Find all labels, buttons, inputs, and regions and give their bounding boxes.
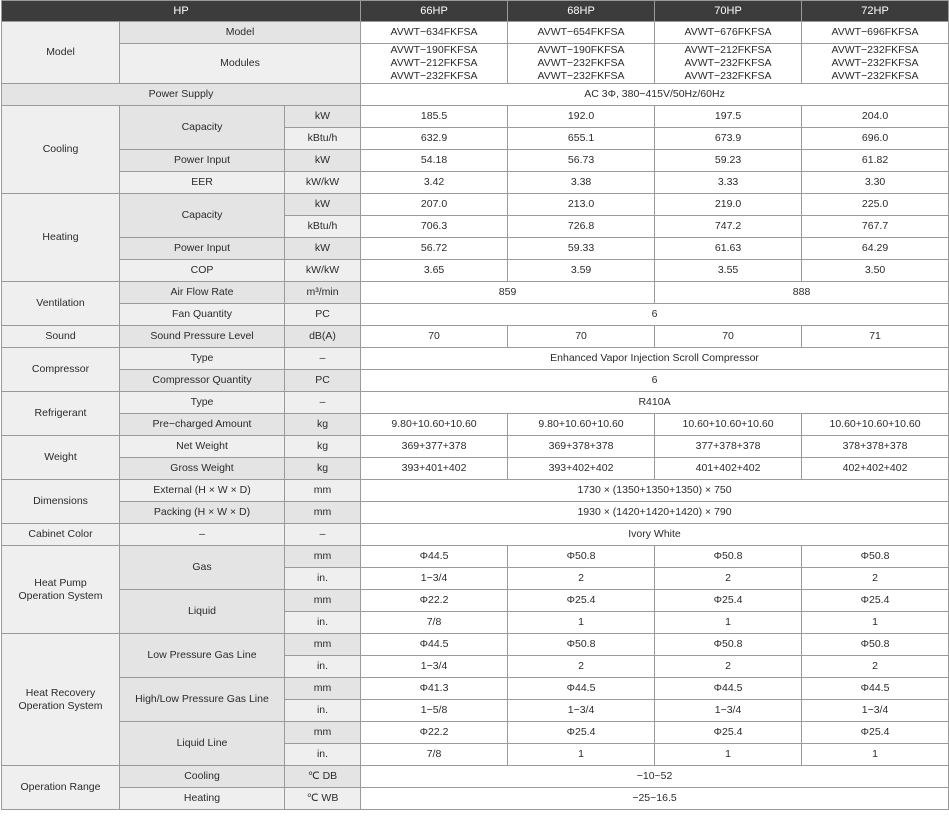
table-row — [2, 678, 949, 700]
label-high-low-pressure-gas-line: High/Low Pressure Gas Line — [120, 678, 285, 722]
header-model-70hp: 70HP — [655, 1, 802, 22]
label-packing-dimensions: Packing (H × W × D) — [120, 502, 285, 524]
value-cell: 706.3 — [361, 216, 508, 238]
value-cell: 1 — [802, 744, 949, 766]
unit-cell: in. — [285, 744, 361, 766]
value-cell: Φ50.8 — [802, 634, 949, 656]
value-cell: 70 — [655, 326, 802, 348]
header-model-68hp: 68HP — [508, 1, 655, 22]
unit-cell: in. — [285, 612, 361, 634]
category-dimensions: Dimensions — [2, 480, 120, 524]
value-cell: −10~52 — [361, 766, 949, 788]
table-row — [2, 84, 949, 106]
value-cell: 7/8 — [361, 744, 508, 766]
label-compressor-type: Type — [120, 348, 285, 370]
unit-cell: PC — [285, 370, 361, 392]
value-cell: 2 — [802, 656, 949, 678]
value-cell: 369+377+378 — [361, 436, 508, 458]
table-row — [2, 348, 949, 370]
label-cooling-power-input: Power Input — [120, 150, 285, 172]
unit-cell: kBtu/h — [285, 216, 361, 238]
value-cell: 1730 × (1350+1350+1350) × 750 — [361, 480, 949, 502]
value-cell: 673.9 — [655, 128, 802, 150]
modules-cell — [655, 44, 802, 84]
label-low-pressure-gas-line: Low Pressure Gas Line — [120, 634, 285, 678]
header-model-72hp: 72HP — [802, 1, 949, 22]
value-cell: 1 — [655, 744, 802, 766]
header-hp: HP — [2, 1, 361, 22]
value-cell: 726.8 — [508, 216, 655, 238]
value-cell: Φ50.8 — [508, 634, 655, 656]
label-net-weight: Net Weight — [120, 436, 285, 458]
unit-cell: kBtu/h — [285, 128, 361, 150]
value-cell: Enhanced Vapor Injection Scroll Compressor — [361, 348, 949, 370]
module-line: AVWT−212FKFSA — [390, 57, 478, 69]
unit-cell: mm — [285, 546, 361, 568]
category-cabinet-color: Cabinet Color — [2, 524, 120, 546]
module-line: AVWT−232FKFSA — [831, 70, 919, 82]
value-cell: 3.30 — [802, 172, 949, 194]
value-cell: 3.38 — [508, 172, 655, 194]
module-line: AVWT−232FKFSA — [684, 70, 772, 82]
value-cell: Φ50.8 — [508, 546, 655, 568]
value-cell: 64.29 — [802, 238, 949, 260]
value-cell: 204.0 — [802, 106, 949, 128]
unit-cell: in. — [285, 700, 361, 722]
category-heating: Heating — [2, 194, 120, 282]
value-cell: 632.9 — [361, 128, 508, 150]
value-cell: 185.5 — [361, 106, 508, 128]
value-cell: 1−3/4 — [802, 700, 949, 722]
value-cell: 1 — [508, 744, 655, 766]
label-external-dimensions: External (H × W × D) — [120, 480, 285, 502]
value-cell: Φ44.5 — [361, 634, 508, 656]
value-cell: 767.7 — [802, 216, 949, 238]
label-model: Model — [120, 22, 361, 44]
category-heat-recovery — [2, 634, 120, 766]
value-cell: 3.55 — [655, 260, 802, 282]
value-cell: Φ44.5 — [508, 678, 655, 700]
label-refrigerant-type: Type — [120, 392, 285, 414]
table-row — [2, 502, 949, 524]
unit-cell: – — [285, 392, 361, 414]
value-cell: Φ50.8 — [802, 546, 949, 568]
modules-cell — [508, 44, 655, 84]
module-line: AVWT−232FKFSA — [831, 57, 919, 69]
value-cell: 369+378+378 — [508, 436, 655, 458]
value-cell: 213.0 — [508, 194, 655, 216]
label-cabinet-color: – — [120, 524, 285, 546]
unit-cell: mm — [285, 590, 361, 612]
category-cooling: Cooling — [2, 106, 120, 194]
unit-cell: ℃ WB — [285, 788, 361, 810]
module-line: AVWT−232FKFSA — [390, 70, 478, 82]
value-cell: 219.0 — [655, 194, 802, 216]
table-row — [2, 480, 949, 502]
value-cell: Φ25.4 — [655, 722, 802, 744]
value-cell: Ivory White — [361, 524, 949, 546]
value-cell: 747.2 — [655, 216, 802, 238]
value-cell: 6 — [361, 304, 949, 326]
value-cell: 378+378+378 — [802, 436, 949, 458]
value-cell: 197.5 — [655, 106, 802, 128]
value-cell: 1−3/4 — [655, 700, 802, 722]
table-row — [2, 304, 949, 326]
value-cell: Φ25.4 — [508, 722, 655, 744]
value-cell: 56.73 — [508, 150, 655, 172]
value-cell: 401+402+402 — [655, 458, 802, 480]
label-eer: EER — [120, 172, 285, 194]
value-cell: Φ22.2 — [361, 722, 508, 744]
value-power-supply: AC 3Φ, 380−415V/50Hz/60Hz — [361, 84, 949, 106]
unit-cell: kW/kW — [285, 260, 361, 282]
value-cell: 3.42 — [361, 172, 508, 194]
value-cell: 377+378+378 — [655, 436, 802, 458]
value-cell: −25~16.5 — [361, 788, 949, 810]
value-cell: 70 — [508, 326, 655, 348]
value-cell: 888 — [655, 282, 949, 304]
value-cell: 696.0 — [802, 128, 949, 150]
unit-cell: kW/kW — [285, 172, 361, 194]
table-row — [2, 150, 949, 172]
label-precharged-amount: Pre−charged Amount — [120, 414, 285, 436]
category-line: Heat Pump — [34, 576, 87, 589]
module-line: AVWT−212FKFSA — [684, 44, 772, 56]
value-cell: 3.50 — [802, 260, 949, 282]
category-line: Operation System — [18, 699, 103, 712]
value-cell: Φ25.4 — [802, 722, 949, 744]
unit-cell: – — [285, 348, 361, 370]
value-cell: 1 — [802, 612, 949, 634]
header-model-66hp: 66HP — [361, 1, 508, 22]
unit-cell: mm — [285, 480, 361, 502]
value-cell: 393+402+402 — [508, 458, 655, 480]
value-cell: Φ44.5 — [655, 678, 802, 700]
table-row — [2, 590, 949, 612]
value-cell: 59.33 — [508, 238, 655, 260]
value-cell: AVWT−696FKFSA — [802, 22, 949, 44]
value-cell: 1−3/4 — [361, 568, 508, 590]
value-cell: 225.0 — [802, 194, 949, 216]
unit-cell: ℃ DB — [285, 766, 361, 788]
category-line: Heat Recovery — [25, 686, 96, 699]
value-cell: Φ22.2 — [361, 590, 508, 612]
category-heat-pump — [2, 546, 120, 634]
unit-cell: kW — [285, 238, 361, 260]
category-line: Operation System — [18, 589, 103, 602]
modules-cell — [361, 44, 508, 84]
value-cell: 207.0 — [361, 194, 508, 216]
category-refrigerant: Refrigerant — [2, 392, 120, 436]
category-sound: Sound — [2, 326, 120, 348]
value-cell: 1 — [655, 612, 802, 634]
unit-cell: dB(A) — [285, 326, 361, 348]
module-line: AVWT−232FKFSA — [684, 57, 772, 69]
category-compressor: Compressor — [2, 348, 120, 392]
value-cell: Φ44.5 — [361, 546, 508, 568]
table-row — [2, 172, 949, 194]
module-line: AVWT−232FKFSA — [537, 57, 625, 69]
value-cell: 56.72 — [361, 238, 508, 260]
unit-cell: mm — [285, 722, 361, 744]
value-cell: 2 — [655, 568, 802, 590]
value-cell: 393+401+402 — [361, 458, 508, 480]
unit-cell: kg — [285, 414, 361, 436]
unit-cell: mm — [285, 502, 361, 524]
table-row — [2, 392, 949, 414]
value-cell: 9.80+10.60+10.60 — [361, 414, 508, 436]
label-op-cooling: Cooling — [120, 766, 285, 788]
label-heating-capacity: Capacity — [120, 194, 285, 238]
label-heating-power-input: Power Input — [120, 238, 285, 260]
category-weight: Weight — [2, 436, 120, 480]
module-line: AVWT−190FKFSA — [537, 44, 625, 56]
value-cell: 10.60+10.60+10.60 — [655, 414, 802, 436]
table-row — [2, 44, 949, 84]
label-hp-gas: Gas — [120, 546, 285, 590]
table-row — [2, 106, 949, 128]
unit-cell: mm — [285, 678, 361, 700]
header-row — [2, 1, 949, 22]
value-cell: 1−3/4 — [361, 656, 508, 678]
unit-cell: m³/min — [285, 282, 361, 304]
value-cell: Φ50.8 — [655, 546, 802, 568]
value-cell: 54.18 — [361, 150, 508, 172]
value-cell: AVWT−634FKFSA — [361, 22, 508, 44]
value-cell: 2 — [508, 568, 655, 590]
category-model: Model — [2, 22, 120, 84]
value-cell: AVWT−676FKFSA — [655, 22, 802, 44]
table-row — [2, 766, 949, 788]
value-cell: 3.59 — [508, 260, 655, 282]
value-cell: 7/8 — [361, 612, 508, 634]
value-cell: 1930 × (1420+1420+1420) × 790 — [361, 502, 949, 524]
unit-cell: kW — [285, 106, 361, 128]
label-cop: COP — [120, 260, 285, 282]
table-row — [2, 238, 949, 260]
value-cell: 59.23 — [655, 150, 802, 172]
table-row — [2, 634, 949, 656]
table-row — [2, 282, 949, 304]
unit-cell: in. — [285, 568, 361, 590]
table-row — [2, 370, 949, 392]
table-row — [2, 458, 949, 480]
value-cell: 655.1 — [508, 128, 655, 150]
modules-cell — [802, 44, 949, 84]
label-gross-weight: Gross Weight — [120, 458, 285, 480]
value-cell: 6 — [361, 370, 949, 392]
module-line: AVWT−190FKFSA — [390, 44, 478, 56]
unit-cell: kW — [285, 194, 361, 216]
value-cell: 859 — [361, 282, 655, 304]
label-fan-quantity: Fan Quantity — [120, 304, 285, 326]
table-row — [2, 194, 949, 216]
specification-table — [1, 0, 949, 810]
table-row — [2, 260, 949, 282]
value-cell: Φ50.8 — [655, 634, 802, 656]
value-cell: 71 — [802, 326, 949, 348]
value-cell: 192.0 — [508, 106, 655, 128]
label-hp-liquid: Liquid — [120, 590, 285, 634]
value-cell: 61.63 — [655, 238, 802, 260]
unit-cell: kg — [285, 458, 361, 480]
unit-cell: PC — [285, 304, 361, 326]
label-op-heating: Heating — [120, 788, 285, 810]
value-cell: Φ44.5 — [802, 678, 949, 700]
module-line: AVWT−232FKFSA — [537, 70, 625, 82]
table-row — [2, 414, 949, 436]
module-line: AVWT−232FKFSA — [831, 44, 919, 56]
label-power-supply: Power Supply — [2, 84, 361, 106]
category-ventilation: Ventilation — [2, 282, 120, 326]
value-cell: Φ41.3 — [361, 678, 508, 700]
unit-cell: in. — [285, 656, 361, 678]
unit-cell: – — [285, 524, 361, 546]
label-modules: Modules — [120, 44, 361, 84]
value-cell: 10.60+10.60+10.60 — [802, 414, 949, 436]
value-cell: Φ25.4 — [655, 590, 802, 612]
table-row — [2, 326, 949, 348]
value-cell: Φ25.4 — [508, 590, 655, 612]
value-cell: 9.80+10.60+10.60 — [508, 414, 655, 436]
table-row — [2, 22, 949, 44]
value-cell: 3.33 — [655, 172, 802, 194]
value-cell: 402+402+402 — [802, 458, 949, 480]
value-cell: 3.65 — [361, 260, 508, 282]
value-cell: 1−3/4 — [508, 700, 655, 722]
table-row — [2, 436, 949, 458]
value-cell: 2 — [508, 656, 655, 678]
unit-cell: mm — [285, 634, 361, 656]
value-cell: R410A — [361, 392, 949, 414]
value-cell: 1 — [508, 612, 655, 634]
value-cell: Φ25.4 — [802, 590, 949, 612]
label-liquid-line: Liquid Line — [120, 722, 285, 766]
label-air-flow-rate: Air Flow Rate — [120, 282, 285, 304]
label-sound-pressure: Sound Pressure Level — [120, 326, 285, 348]
value-cell: 70 — [361, 326, 508, 348]
table-row — [2, 546, 949, 568]
value-cell: 2 — [655, 656, 802, 678]
category-operation-range: Operation Range — [2, 766, 120, 810]
table-row — [2, 524, 949, 546]
label-cooling-capacity: Capacity — [120, 106, 285, 150]
value-cell: 1−5/8 — [361, 700, 508, 722]
value-cell: AVWT−654FKFSA — [508, 22, 655, 44]
unit-cell: kg — [285, 436, 361, 458]
table-row — [2, 788, 949, 810]
label-compressor-quantity: Compressor Quantity — [120, 370, 285, 392]
value-cell: 2 — [802, 568, 949, 590]
unit-cell: kW — [285, 150, 361, 172]
value-cell: 61.82 — [802, 150, 949, 172]
table-row — [2, 722, 949, 744]
